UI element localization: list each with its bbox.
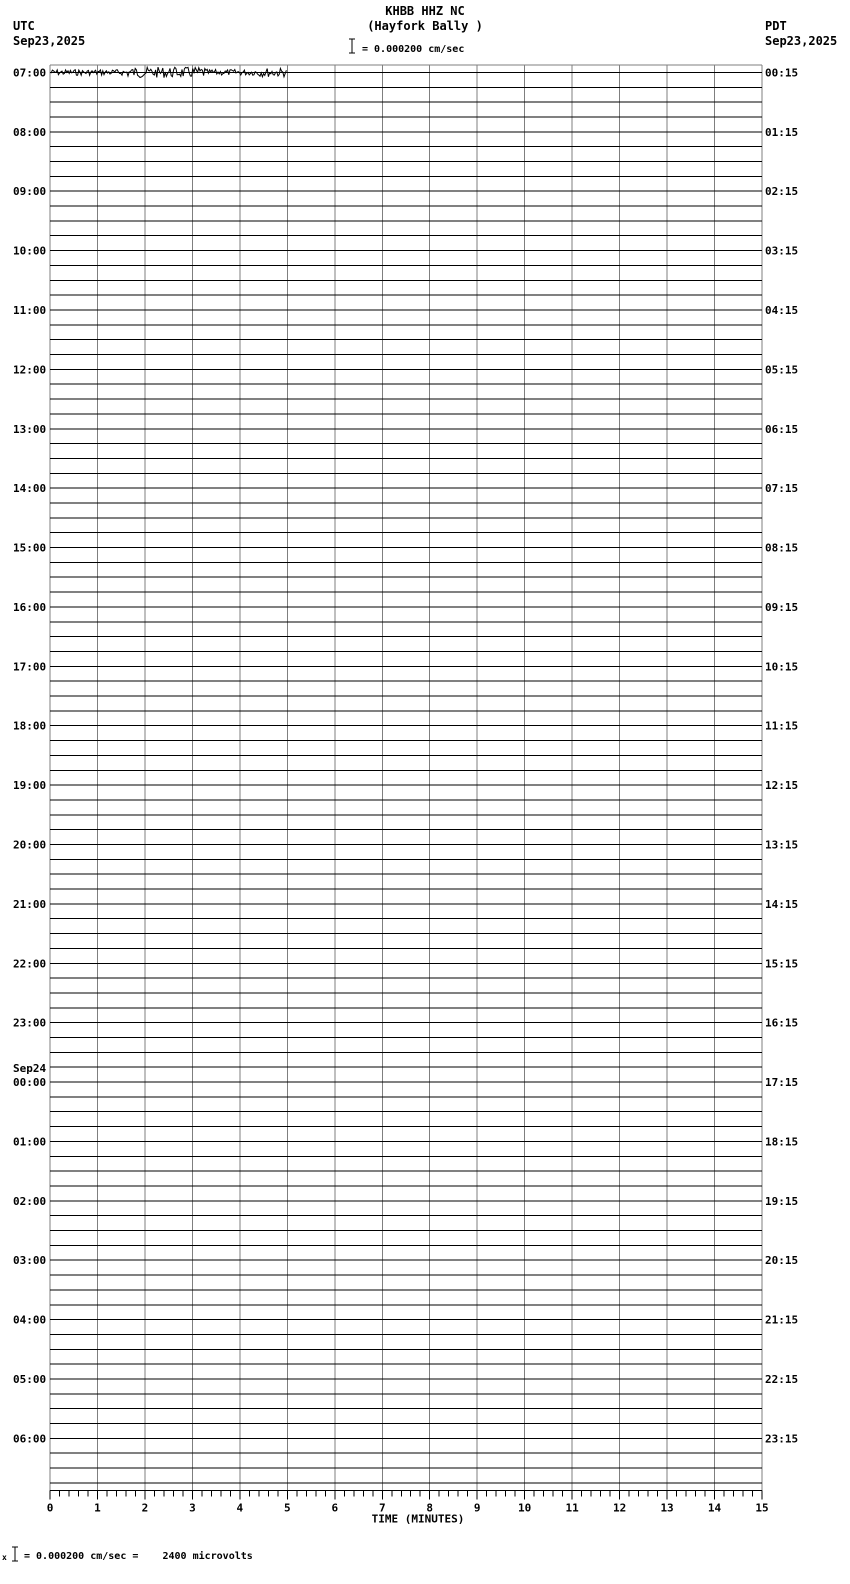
utc-hour-label: 06:00 [13, 1432, 47, 1446]
utc-hour-label: 19:00 [13, 779, 47, 793]
footer-scale-icon [2, 1547, 18, 1562]
plot-grid [50, 65, 762, 1490]
x-tick-label: 12 [612, 1501, 627, 1515]
utc-hour-label: 11:00 [13, 303, 47, 317]
utc-hour-label: 02:00 [13, 1194, 47, 1208]
station-location: (Hayfork Bally ) [367, 19, 483, 33]
x-tick-label: 10 [518, 1501, 532, 1515]
pdt-hour-label: 23:15 [765, 1432, 799, 1446]
utc-hour-label: 12:00 [13, 363, 47, 377]
pdt-hour-label: 18:15 [765, 1135, 799, 1149]
x-tick-label: 8 [426, 1501, 434, 1515]
pdt-hour-label: 13:15 [765, 838, 799, 852]
x-tick-label: 0 [46, 1501, 54, 1515]
utc-hour-label: 21:00 [13, 897, 47, 911]
pdt-hour-label: 08:15 [765, 541, 799, 555]
pdt-hour-label: 21:15 [765, 1313, 799, 1327]
pdt-hour-label: 00:15 [765, 66, 799, 80]
utc-hour-label: 07:00 [13, 66, 47, 80]
left-timezone: UTC [13, 19, 35, 33]
utc-date-label: Sep24 [13, 1062, 47, 1076]
pdt-hour-label: 04:15 [765, 303, 799, 317]
right-timezone: PDT [765, 19, 787, 33]
x-tick-label: 4 [236, 1501, 244, 1515]
pdt-hour-label: 20:15 [765, 1254, 799, 1268]
pdt-hour-label: 15:15 [765, 957, 799, 971]
utc-hour-label: 00:00 [13, 1076, 47, 1090]
pdt-hour-label: 03:15 [765, 244, 799, 258]
pdt-hour-label: 11:15 [765, 719, 799, 733]
x-tick-label: 7 [378, 1501, 386, 1515]
utc-hour-label: 03:00 [13, 1254, 47, 1268]
utc-hour-label: 10:00 [13, 244, 47, 258]
footer-scale-note: = 0.000200 cm/sec = 2400 microvolts [24, 1551, 253, 1562]
pdt-hour-label: 14:15 [765, 897, 799, 911]
left-date: Sep23,2025 [13, 34, 86, 48]
pdt-hour-label: 06:15 [765, 422, 799, 436]
x-tick-label: 15 [755, 1501, 769, 1515]
pdt-hour-label: 01:15 [765, 125, 799, 139]
x-tick-label: 3 [189, 1501, 196, 1515]
hour-labels [13, 66, 798, 1445]
pdt-hour-label: 09:15 [765, 600, 799, 614]
utc-hour-label: 08:00 [13, 125, 47, 139]
x-axis [47, 1490, 769, 1525]
pdt-hour-label: 16:15 [765, 1016, 799, 1030]
x-tick-label: 9 [473, 1501, 481, 1515]
x-tick-label: 5 [284, 1501, 291, 1515]
x-tick-label: 13 [660, 1501, 674, 1515]
x-tick-label: 1 [94, 1501, 101, 1515]
pdt-hour-label: 17:15 [765, 1076, 799, 1090]
utc-hour-label: 15:00 [13, 541, 47, 555]
pdt-hour-label: 05:15 [765, 363, 799, 377]
utc-hour-label: 01:00 [13, 1135, 47, 1149]
utc-hour-label: 13:00 [13, 422, 47, 436]
pdt-hour-label: 10:15 [765, 660, 799, 674]
utc-hour-label: 20:00 [13, 838, 47, 852]
utc-hour-label: 18:00 [13, 719, 47, 733]
utc-hour-label: 09:00 [13, 185, 47, 199]
station-title: KHBB HHZ NC [385, 4, 465, 18]
utc-hour-label: 23:00 [13, 1016, 47, 1030]
utc-hour-label: 14:00 [13, 482, 47, 496]
svg-text:x: x [2, 1553, 7, 1562]
x-axis-label: TIME (MINUTES) [371, 1512, 465, 1526]
x-tick-label: 14 [707, 1501, 722, 1515]
x-tick-label: 2 [141, 1501, 149, 1515]
utc-hour-label: 22:00 [13, 957, 47, 971]
utc-hour-label: 16:00 [13, 600, 47, 614]
pdt-hour-label: 07:15 [765, 482, 799, 496]
pdt-hour-label: 19:15 [765, 1194, 799, 1208]
scale-bar-icon [349, 39, 355, 53]
pdt-hour-label: 02:15 [765, 185, 799, 199]
utc-hour-label: 04:00 [13, 1313, 47, 1327]
pdt-hour-label: 12:15 [765, 779, 799, 793]
pdt-hour-label: 22:15 [765, 1373, 799, 1387]
x-tick-label: 6 [331, 1501, 339, 1515]
utc-hour-label: 05:00 [13, 1373, 47, 1387]
scale-label: = 0.000200 cm/sec [362, 44, 465, 55]
right-date: Sep23,2025 [765, 34, 838, 48]
utc-hour-label: 17:00 [13, 660, 47, 674]
x-tick-label: 11 [565, 1501, 579, 1515]
